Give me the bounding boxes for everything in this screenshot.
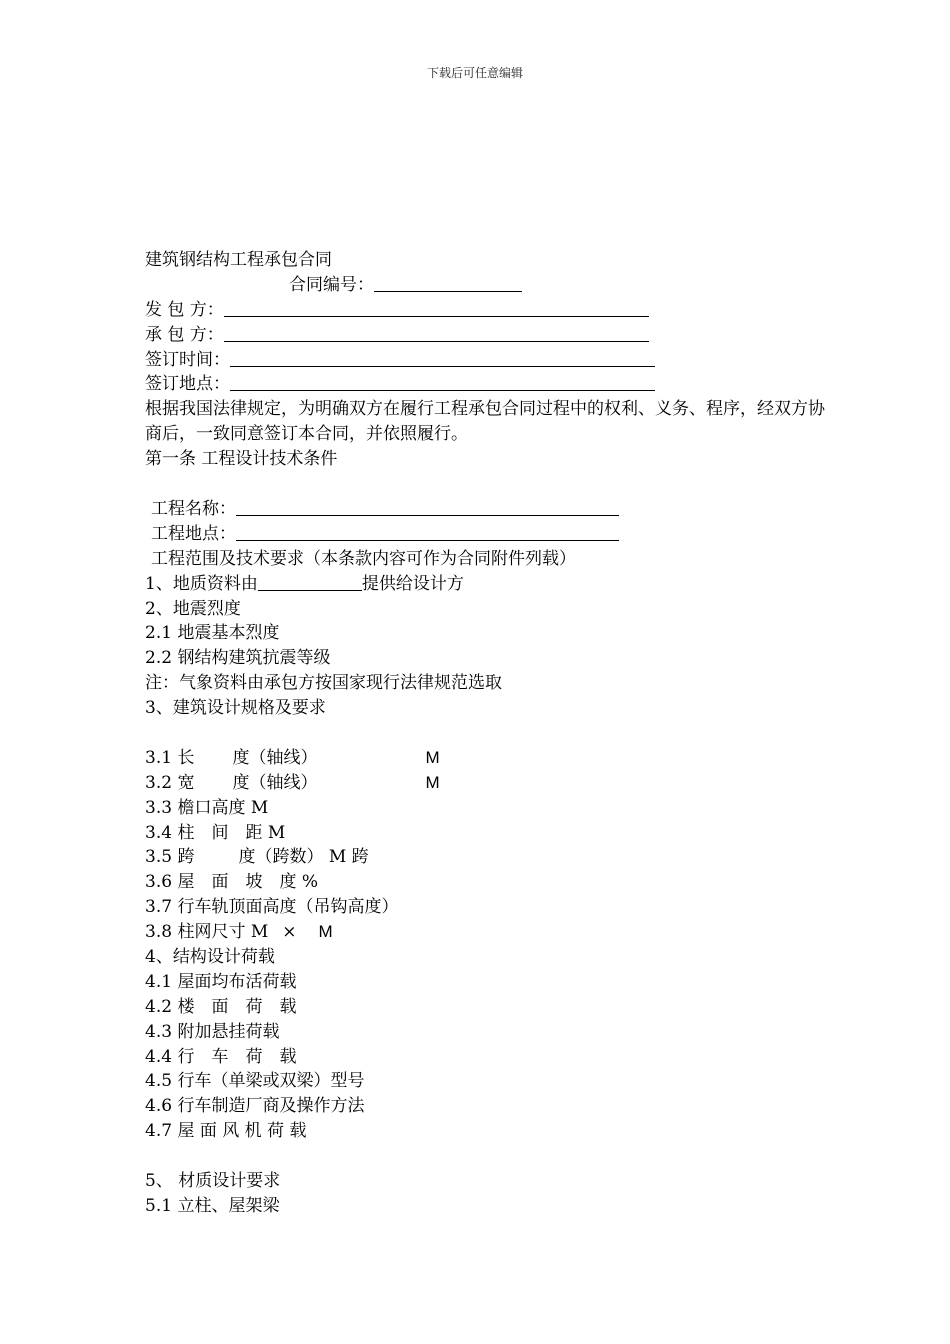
sign-place-blank[interactable] [230, 373, 655, 391]
spec-3-8 [145, 920, 825, 945]
contract-number-label: 合同编号： [289, 274, 374, 295]
project-name-blank[interactable] [236, 498, 619, 516]
design-spec-heading: 3、建筑设计规格及要求 [145, 698, 326, 719]
load-4-1: 4.1 屋面均布活荷载 [145, 971, 297, 992]
material-heading: 5、 材质设计要求 [145, 1170, 281, 1191]
spec-3-8-m: M [318, 922, 333, 942]
spec-3-2-unit: M [425, 772, 440, 792]
geo-blank[interactable] [258, 573, 362, 591]
spec-3-4: 3.4 柱 间 距 M [145, 822, 286, 843]
load-4-4: 4.4 行 车 荷 载 [145, 1046, 297, 1067]
quake-2-2: 2.2 钢结构建筑抗震等级 [145, 648, 331, 669]
project-site-blank[interactable] [236, 523, 619, 541]
spec-3-1-b: 度（轴线） [232, 747, 318, 768]
spec-3-5 [145, 845, 825, 870]
spec-3-2-b: 度（轴线） [232, 772, 318, 793]
spec-3-1-unit: M [425, 747, 440, 767]
spacer [145, 472, 825, 497]
contract-number-blank[interactable] [374, 274, 522, 292]
intro-paragraph: 根据我国法律规定，为明确双方在履行工程承包合同过程中的权利、义务、程序，经双方协商后，一致同意签订本合同，并依照履行。 [145, 399, 825, 445]
spec-3-8-a: 3.8 柱网尺寸 M [145, 922, 269, 943]
sign-place-row [145, 372, 825, 397]
load-4-3: 4.3 附加悬挂荷载 [145, 1021, 280, 1042]
spec-3-5-a: 3.5 跨 [145, 847, 195, 868]
project-site-row [145, 522, 825, 547]
quake-heading: 2、地震烈度 [145, 598, 241, 619]
sign-place-label: 签订地点： [145, 374, 230, 395]
sign-time-label: 签订时间： [145, 349, 230, 370]
party-b-row [145, 323, 825, 348]
load-4-5: 4.5 行车（单梁或双梁）型号 [145, 1071, 365, 1092]
page-header: 下载后可任意编辑 [426, 66, 523, 80]
scope-line: 工程范围及技术要求（本条款内容可作为合同附件列载） [151, 548, 576, 569]
party-a-blank[interactable] [224, 299, 649, 317]
spec-3-5-b: 度（跨数） M 跨 [238, 847, 369, 868]
project-site-label: 工程地点： [151, 523, 236, 544]
spec-3-1-a: 3.1 长 [145, 747, 195, 768]
spec-3-1 [145, 746, 825, 771]
article-1-heading: 第一条 工程设计技术条件 [145, 449, 338, 470]
sign-time-blank[interactable] [230, 349, 655, 367]
load-heading: 4、结构设计荷载 [145, 946, 275, 967]
project-name-label: 工程名称： [151, 498, 236, 519]
geo-suffix: 提供给设计方 [361, 573, 464, 594]
material-5-1: 5.1 立柱、屋架梁 [145, 1195, 280, 1216]
contract-title: 建筑钢结构工程承包合同 [145, 250, 332, 270]
contract-number-row [145, 273, 825, 298]
load-4-2: 4.2 楼 面 荷 载 [145, 996, 297, 1017]
sign-time-row [145, 348, 825, 373]
quake-2-1: 2.1 地震基本烈度 [145, 623, 280, 644]
geo-row [145, 572, 825, 597]
project-name-row [145, 497, 825, 522]
spec-3-2 [145, 771, 825, 796]
spec-3-2-a: 3.2 宽 [145, 772, 195, 793]
spacer [145, 1144, 825, 1169]
contract-body [145, 248, 825, 1219]
note-line: 注：气象资料由承包方按国家现行法律规范选取 [145, 673, 502, 694]
spacer [145, 721, 825, 746]
party-a-row [145, 298, 825, 323]
party-b-blank[interactable] [224, 324, 649, 342]
party-a-label: 发 包 方： [145, 299, 224, 320]
spec-3-6: 3.6 屋 面 坡 度 % [145, 872, 318, 893]
spec-3-8-x: × [282, 922, 297, 943]
spec-3-3: 3.3 檐口高度 M [145, 797, 269, 818]
load-4-6: 4.6 行车制造厂商及操作方法 [145, 1096, 365, 1117]
load-4-7: 4.7 屋 面 风 机 荷 载 [145, 1121, 307, 1142]
spec-3-7: 3.7 行车轨顶面高度（吊钩高度） [145, 897, 399, 918]
geo-prefix: 1、地质资料由 [145, 573, 258, 594]
party-b-label: 承 包 方： [145, 324, 224, 345]
